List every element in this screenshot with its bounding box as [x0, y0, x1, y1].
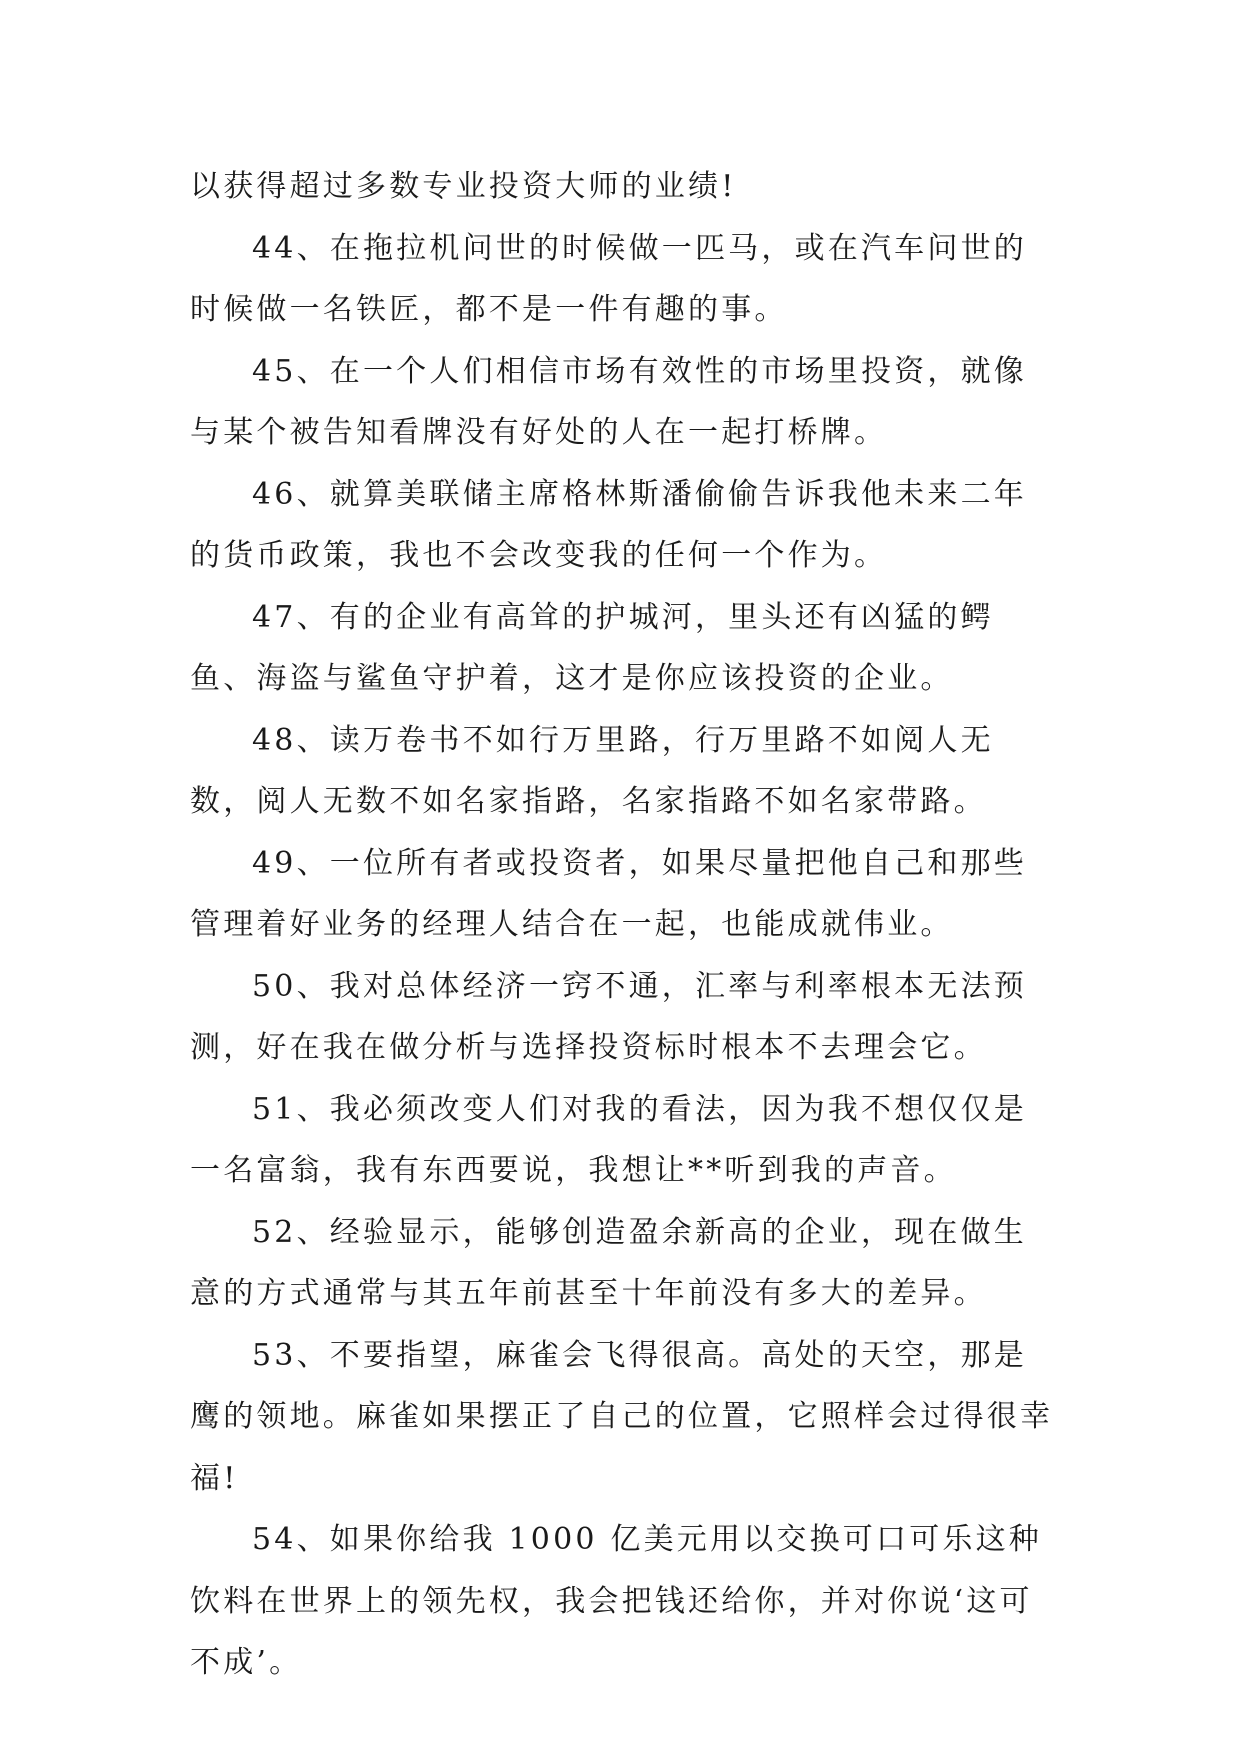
- paragraph-quote-53: 53、不要指望，麻雀会飞得很高。高处的天空，那是鹰的领地。麻雀如果摆正了自己的位置，它照样会过得很幸福!: [190, 1337, 1054, 1496]
- paragraph-quote-54: 54、如果你给我 1000 亿美元用以交换可口可乐这种饮料在世界上的领先权，我会把钱还给你，并对你说‘这可不成’。: [190, 1522, 1042, 1680]
- paragraph-quote-50: 50、我对总体经济一窍不通，汇率与利率根本无法预测，好在我在做分析与选择投资标时根本不去理会它。: [190, 968, 1027, 1065]
- document-body: [190, 156, 1060, 1694]
- paragraph-continuation: 以获得超过多数专业投资大师的业绩!: [190, 169, 737, 204]
- paragraph-quote-47: 47、有的企业有高耸的护城河，里头还有凶猛的鳄鱼、海盗与鲨鱼守护着，这才是你应该投资的企业。: [190, 599, 994, 696]
- paragraph-quote-44: 44、在拖拉机问世的时候做一匹马，或在汽车问世的时候做一名铁匠，都不是一件有趣的事。: [190, 230, 1027, 327]
- paragraph-quote-51: 51、我必须改变人们对我的看法，因为我不想仅仅是一名富翁，我有东西要说，我想让**听到我的声音。: [190, 1091, 1027, 1188]
- paragraph-quote-46: 46、就算美联储主席格林斯潘偷偷告诉我他未来二年的货币政策，我也不会改变我的任何一个作为。: [190, 476, 1027, 573]
- paragraph-quote-49: 49、一位所有者或投资者，如果尽量把他自己和那些管理着好业务的经理人结合在一起，也能成就伟业。: [190, 845, 1027, 942]
- paragraph-quote-52: 52、经验显示，能够创造盈余新高的企业，现在做生意的方式通常与其五年前甚至十年前没有多大的差异。: [190, 1214, 1027, 1311]
- paragraph-quote-48: 48、读万卷书不如行万里路，行万里路不如阅人无数，阅人无数不如名家指路，名家指路不如名家带路。: [190, 722, 994, 819]
- paragraph-quote-45: 45、在一个人们相信市场有效性的市场里投资，就像与某个被告知看牌没有好处的人在一起打桥牌。: [190, 353, 1027, 450]
